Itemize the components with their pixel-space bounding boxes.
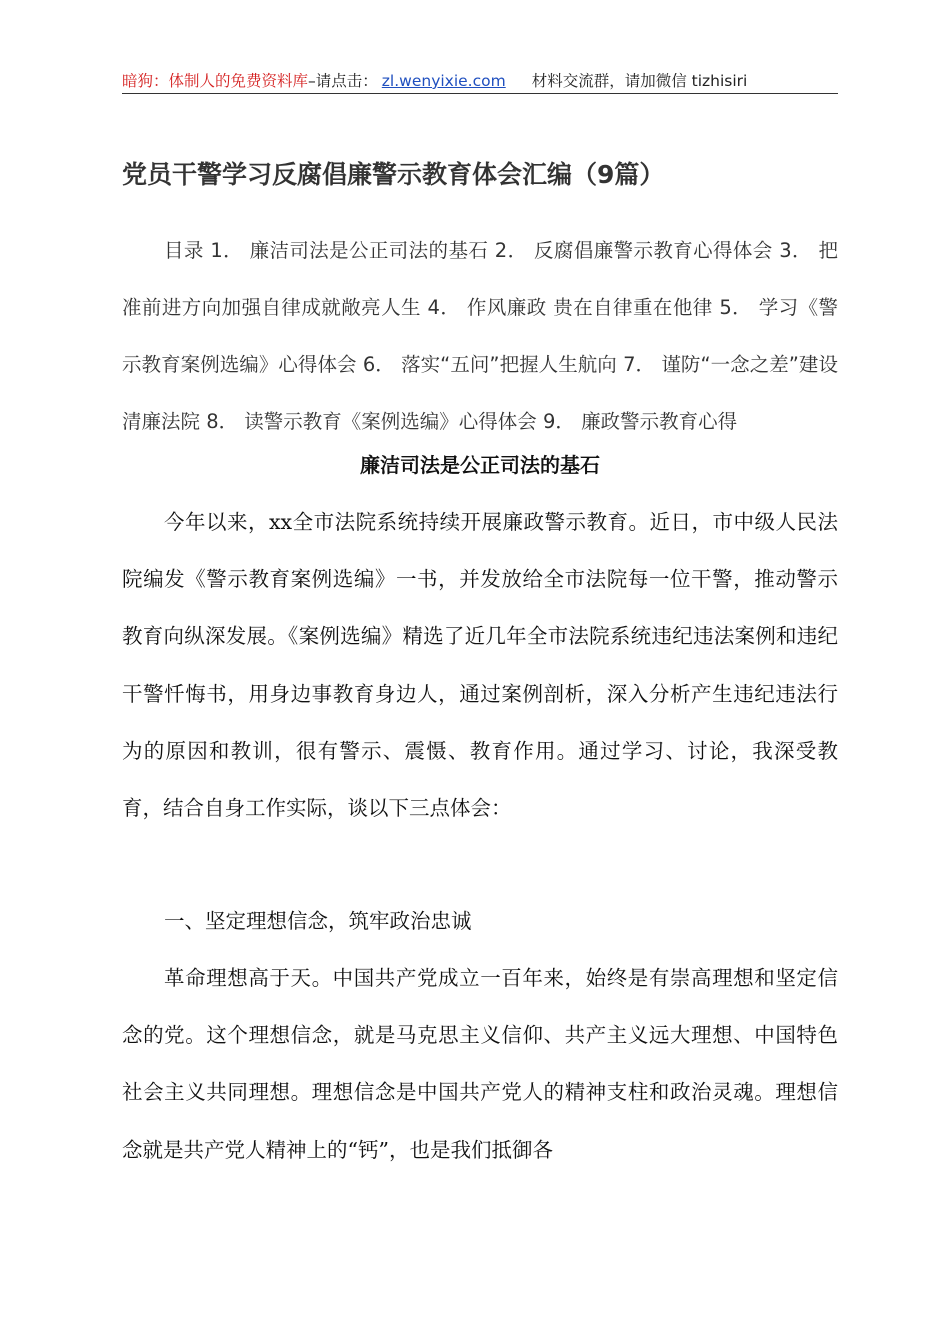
page-header [122,70,838,92]
body-paragraph-1: 今年以来，xx全市法院系统持续开展廉政警示教育。近日，市中级人民法院编发《警示教育案例选编》一书，并发放给全市法院每一位干警，推动警示教育向纵深发展。《案例选编》精选了近几年全市法院系统违纪违法案例和违纪干警忏悔书，用身边事教育身边人，通过案例剖析，深入分析产生违纪违法行为的原因和教训，很有警示、震慑、教育作用。通过学习、讨论，我深受教育，结合自身工作实际，谈以下三点体会： [122,510,838,821]
header-separator: –请点击： [308,72,378,90]
table-of-contents: 目录 1． 廉洁司法是公正司法的基石 2． 反腐倡廉警示教育心得体会 3． 把准前进方向加强自律成就敞亮人生 4． 作风廉政 贵在自律重在他律 5． 学习《警示教育案例选编》心得体会 6． 落实“五问”把握人生航向 7． 谨防“一念之差”建设清廉法院 8． 读警示教育《案例选编》心得体会 9． 廉政警示教育心得 [122,239,838,433]
header-contact: 材料交流群，请加微信 tizhisiri [531,72,748,90]
header-divider [122,93,838,94]
header-brand: 暗狗：体制人的免费资料库 [122,72,309,90]
section-title: 廉洁司法是公正司法的基石 [360,453,600,477]
body-paragraph-2: 革命理想高于天。中国共产党成立一百年来，始终是有崇高理想和坚定信念的党。这个理想信念，就是马克思主义信仰、共产主义远大理想、中国特色社会主义共同理想。理想信念是中国共产党人的精神支柱和政治灵魂。理想信念就是共产党人精神上的“钙”，也是我们抵御各 [122,966,838,1162]
header-link[interactable]: zl.wenyixie.com [381,72,506,90]
subheading-1: 一、坚定理想信念，筑牢政治忠诚 [164,909,472,933]
document-title: 党员干警学习反腐倡廉警示教育体会汇编（9篇） [122,160,665,189]
